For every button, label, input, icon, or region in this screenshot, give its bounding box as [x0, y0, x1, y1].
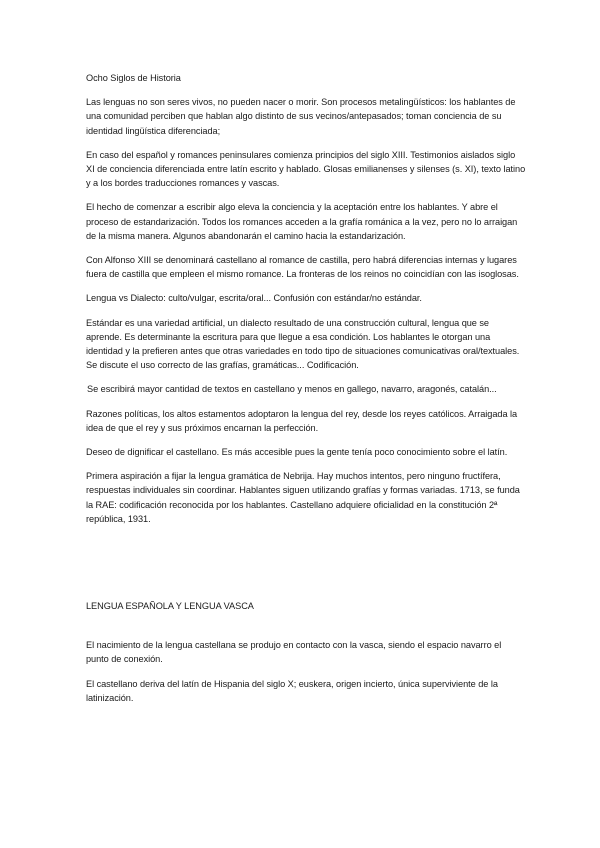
paragraph-textos: Se escribirá mayor cantidad de textos en castellano y menos en gallego, navarro, aragonés, catalán... — [87, 384, 497, 395]
paragraph-alfonso: Con Alfonso XIII se denominará castellano al romance de castilla, pero habrá diferencias internas y lugares fuera de castilla que empleen el mismo romance. La fronteras de los reinos no coincidían con las isoglosas. — [86, 255, 519, 280]
document-title: Ocho Siglos de Historia — [86, 73, 181, 83]
section-title-lengua-vasca: LENGUA ESPAÑOLA Y LENGUA VASCA — [86, 601, 254, 612]
paragraph-escribir: El hecho de comenzar a escribir algo eleva la conciencia y la aceptación entre los hablantes. Y abre el proceso de estandarización. Todos los romances acceden a la grafía románica a la vez, pero no lo arraigan de la misma manera. Algunos abandonarán el camino hacia la estandarización. — [86, 202, 518, 241]
paragraph-nebrija: Primera aspiración a fijar la lengua gramática de Nebrija. Hay muchos intentos, pero ninguno fructífera, respuestas individuales sin coordinar. Hablantes siguen utilizando grafías y formas variadas. 1713, se funda la RAE: codificación reconocida por los hablantes. Castellano adquiere oficialidad en la constitución 2ª república, 1931. — [86, 471, 520, 524]
paragraph-espanol-romances: En caso del español y romances peninsulares comienza principios del siglo XIII. Testimonios aislados siglo XI de conciencia diferenciada entre latín escrito y hablado. Glosas emilianenses y silenses (s. XI), texto latino y a los bordes traducciones romances y vascas. — [86, 149, 526, 189]
paragraph-deseo: Deseo de dignificar el castellano. Es más accesible pues la gente tenía poco conocimiento sobre el latín. — [86, 447, 508, 458]
paragraph-nacimiento: El nacimiento de la lengua castellana se produjo en contacto con la vasca, siendo el espacio navarro el punto de conexión. — [86, 640, 502, 665]
paragraph-castellano-deriva: El castellano deriva del latín de Hispania del siglo X; euskera, origen incierto, única superviviente de la latinización. — [86, 678, 498, 703]
blank-space — [86, 536, 526, 599]
paragraph-lengua-dialecto: Lengua vs Dialecto: culto/vulgar, escrita/oral... Confusión con estándar/no estándar. — [86, 293, 422, 304]
paragraph-estandar: Estándar es una variedad artificial, un dialecto resultado de una construcción cultural, lengua que se aprende. Es determinante la escritura para que llegue a esa condición. Los hablantes le otorgan una identidad y la prefieren antes que otras variedades en todo tipo de situaciones comunicativas oral/textuales. Se discute el uso correcto de las grafías, gramáticas... Codificación. — [86, 317, 520, 371]
paragraph-lenguas: Las lenguas no son seres vivos, no pueden nacer o morir. Son procesos metalingüísticos: los hablantes de una comunidad perciben que hablan algo distinto de sus vecinos/antepasados; toman conciencia de su identidad lingüística diferenciada; — [86, 97, 516, 136]
document-body — [86, 71, 526, 715]
paragraph-razones: Razones políticas, los altos estamentos adoptaron la lengua del rey, desde los reyes católicos. Arraigada la idea de que el rey y sus próximos encarnan la perfección. — [86, 408, 518, 433]
